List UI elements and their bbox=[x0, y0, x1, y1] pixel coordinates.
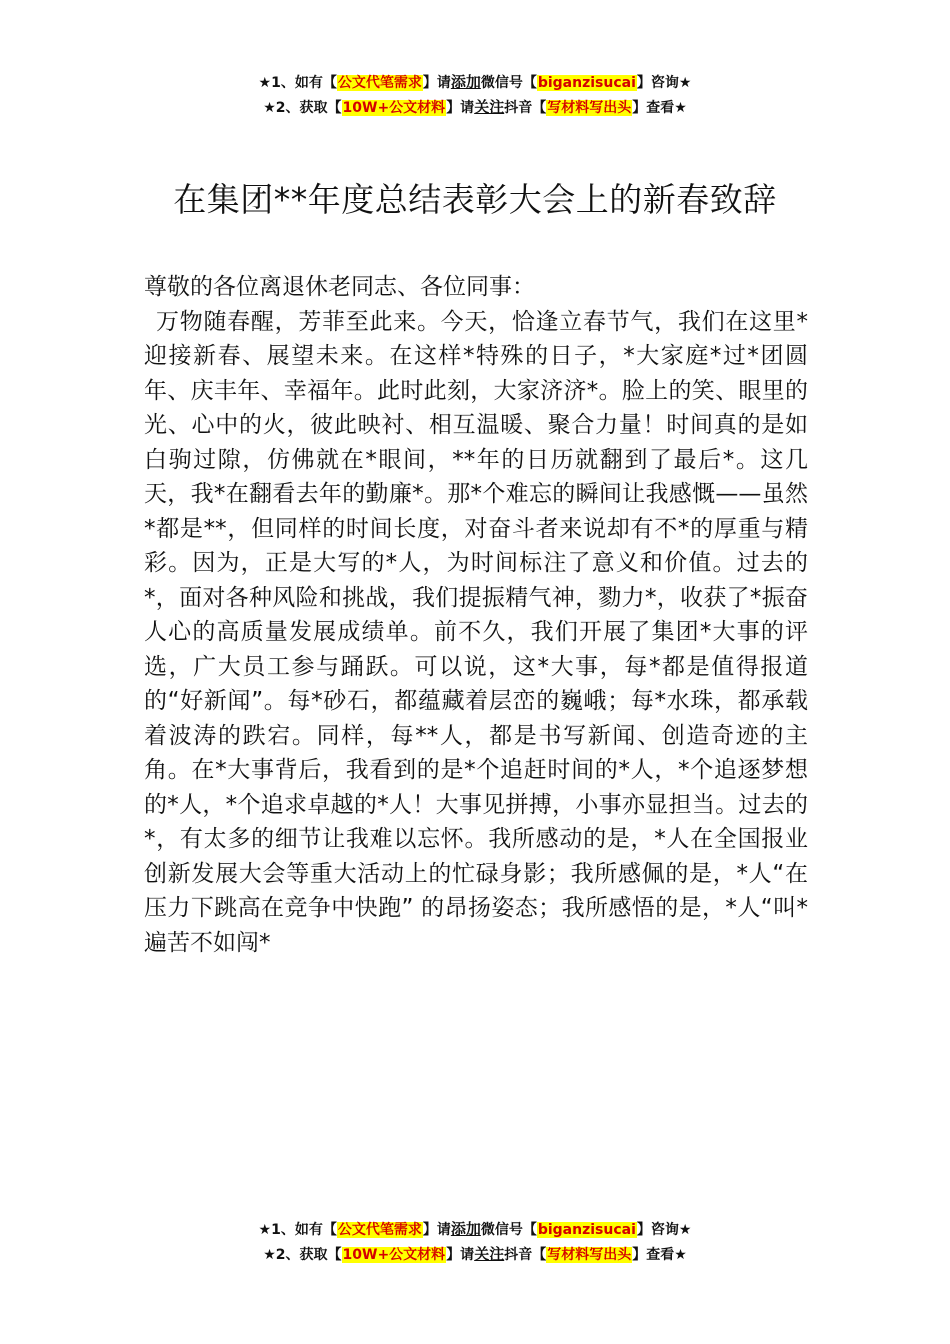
header-banner bbox=[0, 70, 950, 120]
footer-line1-prefix: ★1、如有【 bbox=[258, 1222, 337, 1238]
banner-line2-mid1: 】请 bbox=[446, 100, 475, 116]
footer-line2-prefix: ★2、获取【 bbox=[263, 1247, 342, 1263]
footer-line2-suffix: 】查看★ bbox=[632, 1247, 687, 1263]
banner-line2-suffix: 】查看★ bbox=[632, 100, 687, 116]
banner-douyin-id: 写材料写出头 bbox=[547, 100, 632, 116]
footer-wechat-id: biganzisucai bbox=[537, 1222, 636, 1238]
banner-line1-underlined: 添加 bbox=[450, 73, 481, 91]
banner-line1-mid1: 】请 bbox=[422, 75, 451, 91]
footer-banner-line-2 bbox=[0, 1242, 950, 1267]
footer-line2-mid1: 】请 bbox=[446, 1247, 475, 1263]
footer-service-highlight: 公文代笔需求 bbox=[337, 1222, 422, 1238]
banner-wechat-id: biganzisucai bbox=[537, 75, 636, 91]
salutation: 尊敬的各位离退休老同志、各位同事： bbox=[144, 274, 535, 300]
banner-line-2 bbox=[0, 95, 950, 120]
body-paragraph: 万物随春醒，芳菲至此来。今天，恰逢立春节气，我们在这里*迎接新春、展望未来。在这样*特殊的日子，*大家庭*过*团圆年、庆丰年、幸福年。此时此刻，大家济济*。脸上的笑、眼里的光、心中的火，彼此映衬、相互温暖、聚合力量！时间真的是如白驹过隙，仿佛就在*眼间，**年的日历就翻到了最后*。这几天，我*在翻看去年的勤廉*。那*个难忘的瞬间让我感慨——虽然*都是**，但同样的时间长度，对奋斗者来说却有不*的厚重与精彩。因为，正是大写的*人，为时间标注了意义和价值。过去的*，面对各种风险和挑战，我们提振精气神，勠力*，收获了*振奋人心的高质量发展成绩单。前不久，我们开展了集团*大事的评选，广大员工参与踊跃。可以说，这*大事，每*都是值得报道的“好新闻”。每*砂石，都蕴藏着层峦的巍峨；每*水珠，都承载着波涛的跌宕。同样，每**人，都是书写新闻、创造奇迹的主角。在*大事背后，我看到的是*个追赶时间的*人，*个追逐梦想的*人，*个追求卓越的*人！大事见拼搏，小事亦显担当。过去的*，有太多的细节让我难以忘怀。我所感动的是，*人在全国报业创新发展大会等重大活动上的忙碌身影；我所感佩的是，*人“在压力下跳高在竞争中快跑” 的昂扬姿态；我所感悟的是，*人“叫*遍苦不如闯* bbox=[144, 308, 808, 956]
banner-line2-mid2: 抖音【 bbox=[504, 100, 547, 116]
footer-line2-mid2: 抖音【 bbox=[504, 1247, 547, 1263]
banner-line1-mid2: 微信号【 bbox=[480, 75, 537, 91]
footer-line1-mid1: 】请 bbox=[422, 1222, 451, 1238]
document-body bbox=[144, 270, 808, 960]
banner-line1-suffix: 】咨询★ bbox=[636, 75, 692, 91]
footer-banner-line-1 bbox=[0, 1217, 950, 1242]
banner-line1-prefix: ★1、如有【 bbox=[258, 75, 337, 91]
footer-materials-highlight: 10W+公文材料 bbox=[342, 1247, 446, 1263]
footer-line1-underlined: 添加 bbox=[450, 1220, 481, 1238]
banner-service-highlight: 公文代笔需求 bbox=[337, 75, 422, 91]
banner-line2-prefix: ★2、获取【 bbox=[263, 100, 342, 116]
banner-line2-underlined: 关注 bbox=[474, 98, 505, 116]
footer-banner bbox=[0, 1217, 950, 1267]
footer-line1-mid2: 微信号【 bbox=[480, 1222, 537, 1238]
banner-line-1 bbox=[0, 70, 950, 95]
document-title: 在集团**年度总结表彰大会上的新春致辞 bbox=[173, 180, 777, 219]
footer-douyin-id: 写材料写出头 bbox=[547, 1247, 632, 1263]
footer-line1-suffix: 】咨询★ bbox=[636, 1222, 692, 1238]
footer-line2-underlined: 关注 bbox=[474, 1245, 505, 1263]
banner-materials-highlight: 10W+公文材料 bbox=[342, 100, 446, 116]
